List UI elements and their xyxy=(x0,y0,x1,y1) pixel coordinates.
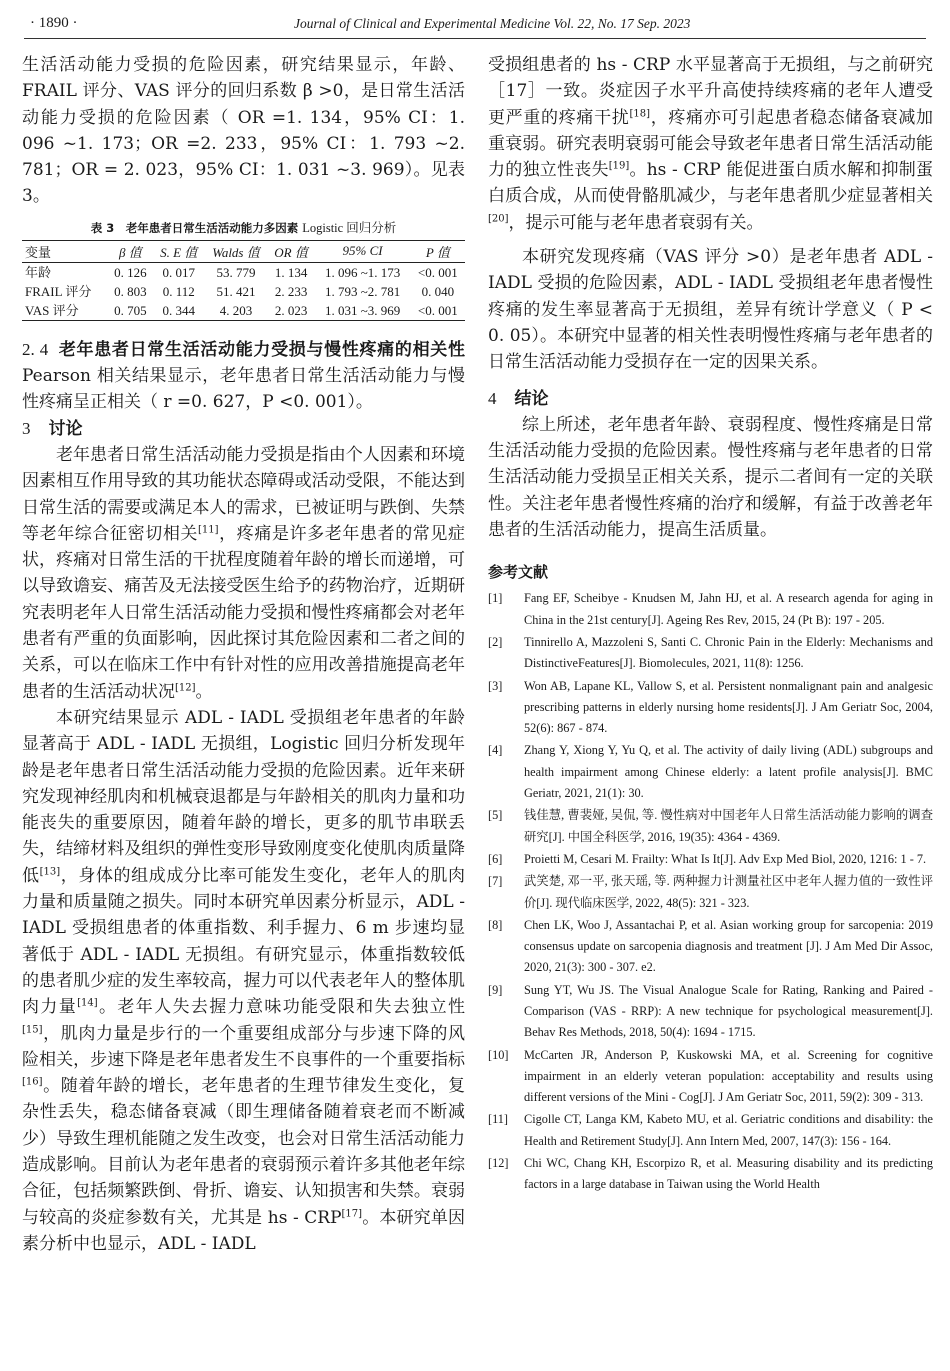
table-cell: 0. 344 xyxy=(162,302,195,318)
col-header-p: P 值 xyxy=(425,244,450,260)
table-caption xyxy=(22,218,465,236)
text-run: 。 xyxy=(195,681,213,702)
reference-item xyxy=(488,849,933,870)
table-cell: 0. 112 xyxy=(162,283,195,299)
text-run: 受损组患者的 hs - CRP 水平显著高于无损组，与之前研究［17］一致。炎症因子水平升高使持续疼痛的老年人遭受更严重的疼痛干扰 xyxy=(488,55,933,128)
reference-number: [6] xyxy=(488,851,503,866)
reference-item xyxy=(488,676,933,740)
table-cell: 年龄 xyxy=(25,264,52,280)
table-row xyxy=(22,262,465,282)
table-caption-method: Logistic 回归分析 xyxy=(302,220,397,235)
right-column xyxy=(488,52,933,1197)
discussion-paragraph-4: 本研究发现疼痛（VAS 评分 >0）是老年患者 ADL - IADL 受损的危险因素，ADL - IADL 受损组老年患者慢性疼痛的发生率显著高于无损组，差异有统计学意义（ P < 0. 05）。本研究中显著的相关性表明慢性疼痛与老年患者的日常生活活动能力受损存在一定的因果关系。 xyxy=(488,247,933,373)
page-number: · 1890 · xyxy=(30,15,78,31)
text-run: 。本研究单因素分析中也显示，ADL - IADL xyxy=(22,1207,465,1254)
section-heading: 讨论 xyxy=(48,418,83,439)
text-run: ，提示可能与老年患者衰弱有关。 xyxy=(508,212,764,233)
reference-number: [12] xyxy=(488,1156,509,1171)
reference-list xyxy=(488,588,933,1195)
section-3-heading xyxy=(22,416,465,442)
reference-text: McCarten JR, Anderson P, Kuskowski MA, et al. Screening for cognitive impairment in an elderly veteran population: acceptability and results using different versions of the Mini - Cog[J]. J Am Geriatr Soc, 2011, 59(2): 309 - 313. xyxy=(524,1047,933,1105)
table-cell: 1. 793 ~2. 781 xyxy=(324,283,401,299)
citation: [18] xyxy=(629,107,651,119)
reference-text: Fang EF, Scheibye - Knudsen M, Jahn HJ, et al. A research agenda for aging in China in the 21st century[J]. Ageing Res Rev, 2015, 24 (Pt B): 197 - 205. xyxy=(524,591,933,627)
table-row xyxy=(22,282,465,301)
reference-text: Won AB, Lapane KL, Vallow S, et al. Persistent nonmalignant pain and analgesic prescribing patterns in elderly nursing home residents[J]. J Am Geriatr Soc, 2004, 52(6): 867 - 874. xyxy=(524,678,933,736)
section-number: 4 xyxy=(488,388,497,408)
reference-number: [3] xyxy=(488,678,503,693)
citation: [12] xyxy=(175,681,196,693)
section-2-4 xyxy=(22,337,465,416)
reference-item xyxy=(488,1109,933,1152)
reference-item xyxy=(488,588,933,631)
text-run: ，身体的组成成分比率可能发生变化，老年人的肌肉力量和质量随之损失。同时本研究单因素分析显示，ADL - IADL 受损组患者的体重指数、利手握力、6 m 步速均显著低于 ADL - IADL 无损组。有研究显示，体重指数较低的患者肌少症的发生率较高，握力可以代表老年人的整体肌肉力量 xyxy=(22,865,466,1018)
reference-number: [8] xyxy=(488,917,503,932)
reference-text: 钱佳慧, 曹裴娅, 吴侃, 等. 慢性病对中国老年人日常生活活动能力影响的调查研究[J]. 中国全科医学, 2016, 19(35): 4364 - 4369. xyxy=(524,808,933,844)
page-header xyxy=(24,10,926,39)
section-heading: 老年患者日常生活活动能力受损与慢性疼痛的相关性 xyxy=(58,339,465,360)
reference-item xyxy=(488,915,933,979)
table-cell: 4. 203 xyxy=(219,302,253,318)
section-text: Pearson 相关结果显示，老年患者日常生活活动能力与慢性疼痛呈正相关（ r =0. 627，P <0. 001）。 xyxy=(22,366,465,413)
reference-item xyxy=(488,980,933,1044)
conclusion-paragraph: 综上所述，老年患者年龄、衰弱程度、慢性疼痛是日常生活活动能力受损的危险因素。慢性疼痛与老年患者的日常生活活动能力受损呈正相关关系，提示二者间有一定的关联性。关注老年患者慢性疼痛的治疗和缓解，有益于改善老年患者的生活活动能力，提高生活质量。 xyxy=(488,414,933,541)
reference-number: [9] xyxy=(488,982,503,997)
table-cell: 1. 134 xyxy=(274,264,308,280)
table-cell: 0. 126 xyxy=(114,264,147,280)
col-header-ci: 95% CI xyxy=(342,243,383,259)
reference-item xyxy=(488,871,933,914)
reference-number: [5] xyxy=(488,808,503,823)
reference-text: Cigolle CT, Langa KM, Kabeto MU, et al. Geriatric conditions and disability: the Health and Retirement Study[J]. Ann Intern Med, 2007, 147(3): 156 - 164. xyxy=(524,1112,933,1148)
reference-number: [11] xyxy=(488,1112,509,1127)
reference-number: [10] xyxy=(488,1047,509,1062)
section-number: 3 xyxy=(22,418,31,438)
col-header-or: OR 值 xyxy=(274,244,308,260)
citation: [16] xyxy=(22,1076,43,1088)
text-run: ，肌肉力量是步行的一个重要组成部分与步速下降的风险相关，步速下降是老年患者发生不良事件的一个重要指标 xyxy=(22,1023,465,1070)
text-run: ，疼痛亦可引起患者稳态储备衰减加重衰弱。研究表明衰弱可能会导致老年患者日常生活活动能力的独立性丧失 xyxy=(488,107,934,181)
reference-item xyxy=(488,1153,933,1196)
table-header-row xyxy=(22,240,465,262)
table-cell: 2. 233 xyxy=(274,283,308,299)
reference-text: Proietti M, Cesari M. Frailty: What Is It[J]. Adv Exp Med Biol, 2020, 1216: 1 - 7. xyxy=(524,851,927,866)
table-cell: VAS 评分 xyxy=(25,302,79,318)
results-paragraph: 生活活动能力受损的危险因素，研究结果显示，年龄、FRAIL 评分、VAS 评分的回归系数 β >0，是日常生活活动能力受损的危险因素（ OR =1. 134，95% CI：1. 096 ~1. 173；OR =2. 233，95% CI：1. 793 ~2. 781；OR = 2. 023，95% CI：1. 031 ~3. 969）。见表 3。 xyxy=(22,55,465,207)
text-run: 。hs - CRP 能促进蛋白质水解和抑制蛋白质合成，从而使骨骼肌减少，与老年患者肌少症显著相关 xyxy=(488,160,933,207)
section-4-heading xyxy=(488,386,933,412)
table-row xyxy=(22,301,465,321)
reference-item xyxy=(488,1045,933,1109)
table-cell: 0. 705 xyxy=(114,302,147,318)
table-cell: 51. 421 xyxy=(216,283,256,299)
col-header-beta: β 值 xyxy=(119,244,142,260)
table-cell: 53. 779 xyxy=(216,264,256,280)
citation: [14] xyxy=(77,997,98,1009)
col-header-se: S. E 值 xyxy=(160,244,198,260)
citation: [17] xyxy=(341,1207,363,1219)
citation: [15] xyxy=(22,1023,43,1035)
reference-text: Chi WC, Chang KH, Escorpizo R, et al. Measuring disability and its predicting factors in a large database in Taiwan using the World Health xyxy=(524,1156,933,1192)
discussion-paragraph-3 xyxy=(488,52,933,236)
table-caption-title: 表 3 老年患者日常生活活动能力多因素 xyxy=(90,220,299,235)
discussion-paragraph-1 xyxy=(22,442,465,705)
table-cell: 0. 017 xyxy=(162,264,195,280)
reference-number: [2] xyxy=(488,634,503,649)
table-cell: 0. 803 xyxy=(114,283,147,299)
col-header-walds: Walds 值 xyxy=(212,244,260,260)
reference-text: 武笑楚, 邓一平, 张天瑶, 等. 两种握力计测量社区中老年人握力值的一致性评价[J]. 现代临床医学, 2022, 48(5): 321 - 323. xyxy=(524,874,933,910)
text-run: 本研究结果显示 ADL - IADL 受损组老年患者的年龄显著高于 ADL - IADL 无损组，Logistic 回归分析发现年龄是老年患者日常生活活动能力受损的危险因素。近年来研究发现神经肌肉和机械衰退都是与年龄相关的肌肉力量和功能丧失的重要原因，随着年龄的增长，更多的肌节串联丢失，结缔材料及组织的弹性变形导致刚度变化使肌肉质量降低 xyxy=(22,707,465,886)
table-cell: 1. 096 ~1. 173 xyxy=(324,264,401,280)
section-heading: 结论 xyxy=(514,388,549,409)
reference-number: [4] xyxy=(488,743,503,758)
col-header-variable: 变量 xyxy=(25,244,52,260)
journal-citation: Journal of Clinical and Experimental Medicine Vol. 22, No. 17 Sep. 2023 xyxy=(294,16,691,31)
section-number: 2. 4 xyxy=(22,339,49,359)
logistic-table xyxy=(22,240,465,321)
reference-item xyxy=(488,805,933,848)
table-cell: <0. 001 xyxy=(417,264,458,280)
reference-number: [1] xyxy=(488,591,503,606)
discussion-paragraph-2 xyxy=(22,705,465,1257)
citation: [13] xyxy=(39,866,61,878)
reference-number: [7] xyxy=(488,874,503,889)
reference-item xyxy=(488,740,933,804)
table-cell: 2. 023 xyxy=(274,302,308,318)
reference-text: Tinnirello A, Mazzoleni S, Santi C. Chronic Pain in the Elderly: Mechanisms and DistinctiveFeatures[J]. Biomolecules, 2021, 11(8): 1256. xyxy=(524,634,933,671)
table-cell: <0. 001 xyxy=(417,302,458,318)
table-cell: FRAIL 评分 xyxy=(25,283,92,299)
table-cell: 1. 031 ~3. 969 xyxy=(324,302,401,318)
reference-text: Zhang Y, Xiong Y, Yu Q, et al. The activity of daily living (ADL) subgroups and health impairment among Chinese elderly: a latent profile analysis[J]. BMC Geriatr, 2021, 21(1): 30. xyxy=(524,743,933,801)
text-run: 。老年人失去握力意味功能受限和失去独立性 xyxy=(97,997,466,1018)
table-cell: 0. 040 xyxy=(421,283,455,299)
text-run: 。随着年龄的增长，老年患者的生理节律发生变化，复杂性丢失，稳态储备衰减（即生理储备随着衰老而不断减少）导致生理机能随之发生改变，也会对日常生活活动能力造成影响。目前认为老年患者的衰弱预示着许多其他老年综合征，包括频繁跌倒、骨折、谵妄、认知损害和失禁。衰弱与较高的炎症参数有关，尤其是 hs - CRP xyxy=(22,1076,465,1228)
text-run: 老年患者日常生活活动能力受损是指由个人因素和环境因素相互作用导致的其功能状态障碍或活动受限，不能达到日常生活的需要或满足本人的需求，已被证明与跌倒、失禁等老年综合征密切相关 xyxy=(22,444,465,544)
citation: [19] xyxy=(608,160,630,172)
reference-text: Chen LK, Woo J, Assantachai P, et al. Asian working group for sarcopenia: 2019 consensus update on sarcopenia diagnosis and treatment [J]. J Am Med Dir Assoc, 2020, 21(3): 300 - 307. e2. xyxy=(524,917,933,975)
reference-item xyxy=(488,632,933,675)
left-column xyxy=(22,52,465,1257)
text-run: ，疼痛是许多老年患者的常见症状，疼痛对日常生活的干扰程度随着年龄的增长而递增，可以导致谵妄、痛苦及无法接受医生给予的药物治疗，近期研究表明老年人日常生活活动能力受损和慢性疼痛都会对老年患者有严重的负面影响，因此探讨其危险因素和二者之间的关系，可以在临床工作中有针对性的应用改善措施提高老年患者的生活活动状况 xyxy=(22,523,466,702)
citation: [20] xyxy=(488,213,509,225)
citation: [11] xyxy=(198,524,219,536)
references-title: 参考文献 xyxy=(488,563,549,582)
reference-text: Sung YT, Wu JS. The Visual Analogue Scale for Rating, Ranking and Paired - Comparison (VAS - RRP): A new technique for psychological measurement[J]. Behav Res Methods, 2018, 50(4): 1694 - 1715. xyxy=(524,982,933,1040)
